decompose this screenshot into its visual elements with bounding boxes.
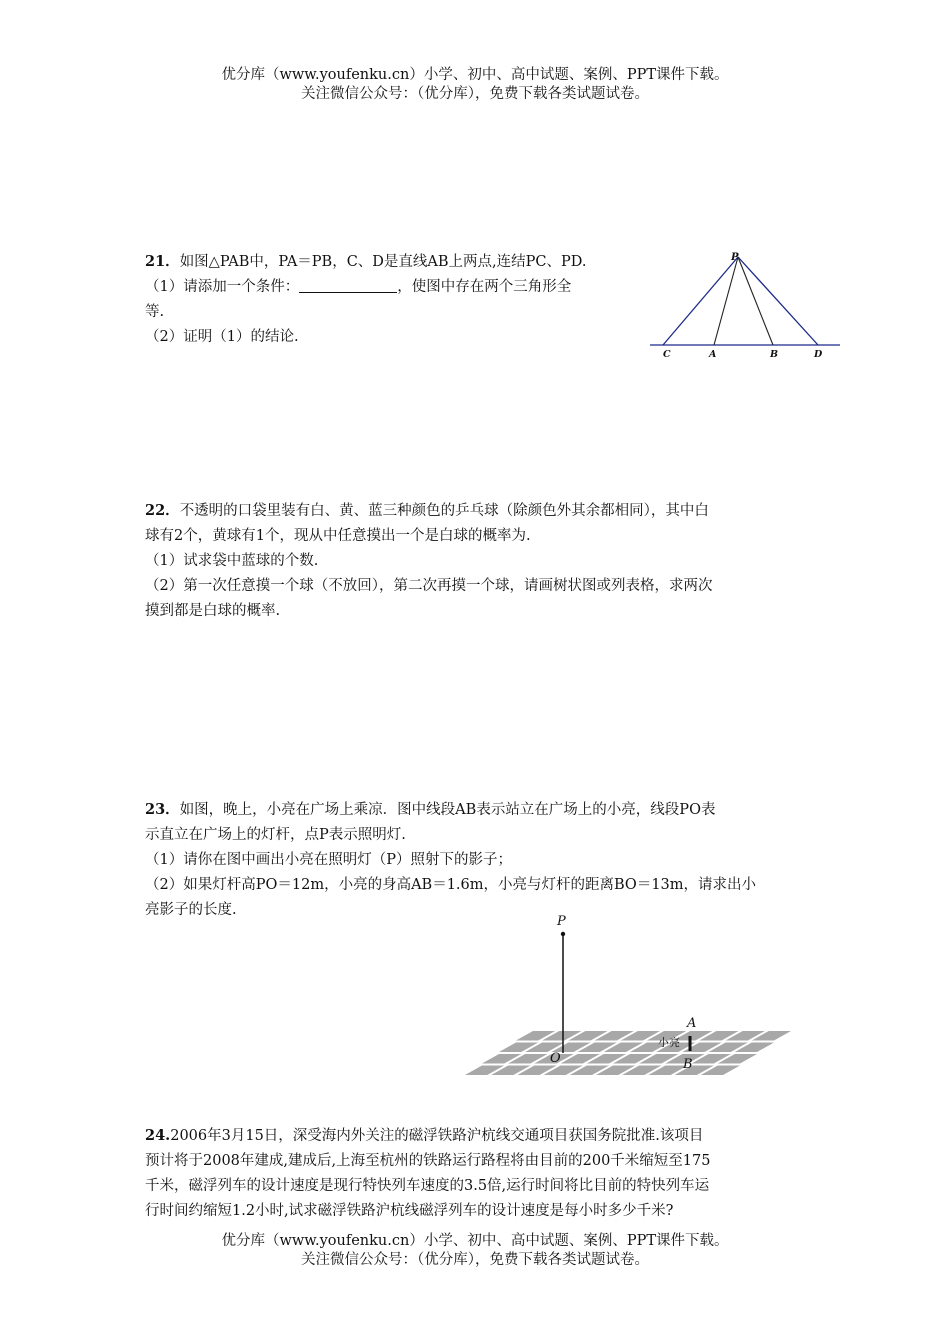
label-o: O — [550, 1051, 561, 1066]
question-text: （2）证明（1）的结论. — [145, 329, 299, 345]
label-c: C — [663, 349, 671, 360]
question-text: （2）第一次任意摸一个球（不放回），第二次再摸一个球，请画树状图或列表格，求两次 — [145, 578, 713, 594]
question-21 — [145, 249, 586, 350]
label-p: P — [731, 252, 739, 263]
question-22 — [145, 498, 712, 624]
question-text: ，使图中存在两个三角形全 — [397, 279, 572, 295]
plaza-grid — [465, 1031, 791, 1075]
question-number: 24. — [145, 1127, 171, 1144]
footer-line-2: 关注微信公众号：（优分库），免费下载各类试题试卷。 — [301, 1252, 649, 1268]
question-text: 亮影子的长度. — [145, 902, 237, 918]
question-text: 示直立在广场上的灯杆，点P表示照明灯. — [145, 827, 406, 843]
label-b: B — [770, 349, 779, 360]
label-b: B — [683, 1057, 693, 1072]
answer-blank[interactable] — [299, 277, 397, 293]
question-number: 21． — [145, 253, 180, 270]
header-line-2: 关注微信公众号：（优分库），免费下载各类试题试卷。 — [301, 86, 649, 102]
page-header — [0, 66, 950, 104]
question-number: 22． — [145, 502, 180, 519]
label-a: A — [687, 1016, 697, 1031]
question-text: （1）试求袋中蓝球的个数. — [145, 553, 319, 569]
question-text: 预计将于2008年建成,建成后,上海至杭州的铁路运行路程将由目前的200千米缩短至175 — [145, 1153, 711, 1169]
lamp-p — [561, 932, 565, 936]
page-footer — [0, 1232, 950, 1270]
figure-21-triangle — [640, 245, 850, 370]
header-line-1: 优分库（www.youfenku.cn）小学、初中、高中试题、案例、PPT课件下载。 — [221, 67, 729, 83]
question-text: 摸到都是白球的概率. — [145, 603, 281, 619]
question-text: 球有2个，黄球有1个，现从中任意摸出一个是白球的概率为. — [145, 528, 531, 544]
figure-23-lamp-plaza — [455, 910, 805, 1085]
question-text: （1）请你在图中画出小亮在照明灯（P）照射下的影子； — [145, 852, 512, 868]
question-text: 等. — [145, 304, 165, 320]
question-text: 2006年3月15日，深受海内外关注的磁浮铁路沪杭线交通项目获国务院批准.该项目 — [170, 1128, 704, 1144]
label-d: D — [814, 349, 823, 360]
question-24 — [145, 1123, 710, 1224]
question-text: 千米，磁浮列车的设计速度是现行特快列车速度的3.5倍,运行时间将比目前的特快列车运 — [145, 1178, 710, 1194]
segment-pb — [738, 257, 773, 345]
question-number: 23． — [145, 801, 180, 818]
question-text: 不透明的口袋里装有白、黄、蓝三种颜色的乒乓球（除颜色外其余都相同），其中白 — [179, 503, 709, 519]
footer-line-1: 优分库（www.youfenku.cn）小学、初中、高中试题、案例、PPT课件下载。 — [221, 1233, 729, 1249]
segment-pd — [738, 257, 818, 345]
question-text: （2）如果灯杆高PO＝12m，小亮的身高AB＝1.6m，小亮与灯杆的距离BO＝13m，请求出小 — [145, 877, 757, 893]
label-p: P — [557, 914, 566, 929]
segment-pc — [663, 257, 738, 345]
question-text: 行时间约缩短1.2小时,试求磁浮铁路沪杭线磁浮列车的设计速度是每小时多少千米? — [145, 1203, 674, 1219]
question-text: （1）请添加一个条件： — [145, 279, 300, 295]
label-person: 小亮 — [658, 1036, 680, 1049]
question-text: 如图△PAB中，PA＝PB，C、D是直线AB上两点,连结PC、PD. — [179, 254, 587, 270]
question-text: 如图，晚上，小亮在广场上乘凉．图中线段AB表示站立在广场上的小亮，线段PO表 — [179, 802, 716, 818]
label-a: A — [709, 349, 717, 360]
question-23 — [145, 797, 756, 923]
